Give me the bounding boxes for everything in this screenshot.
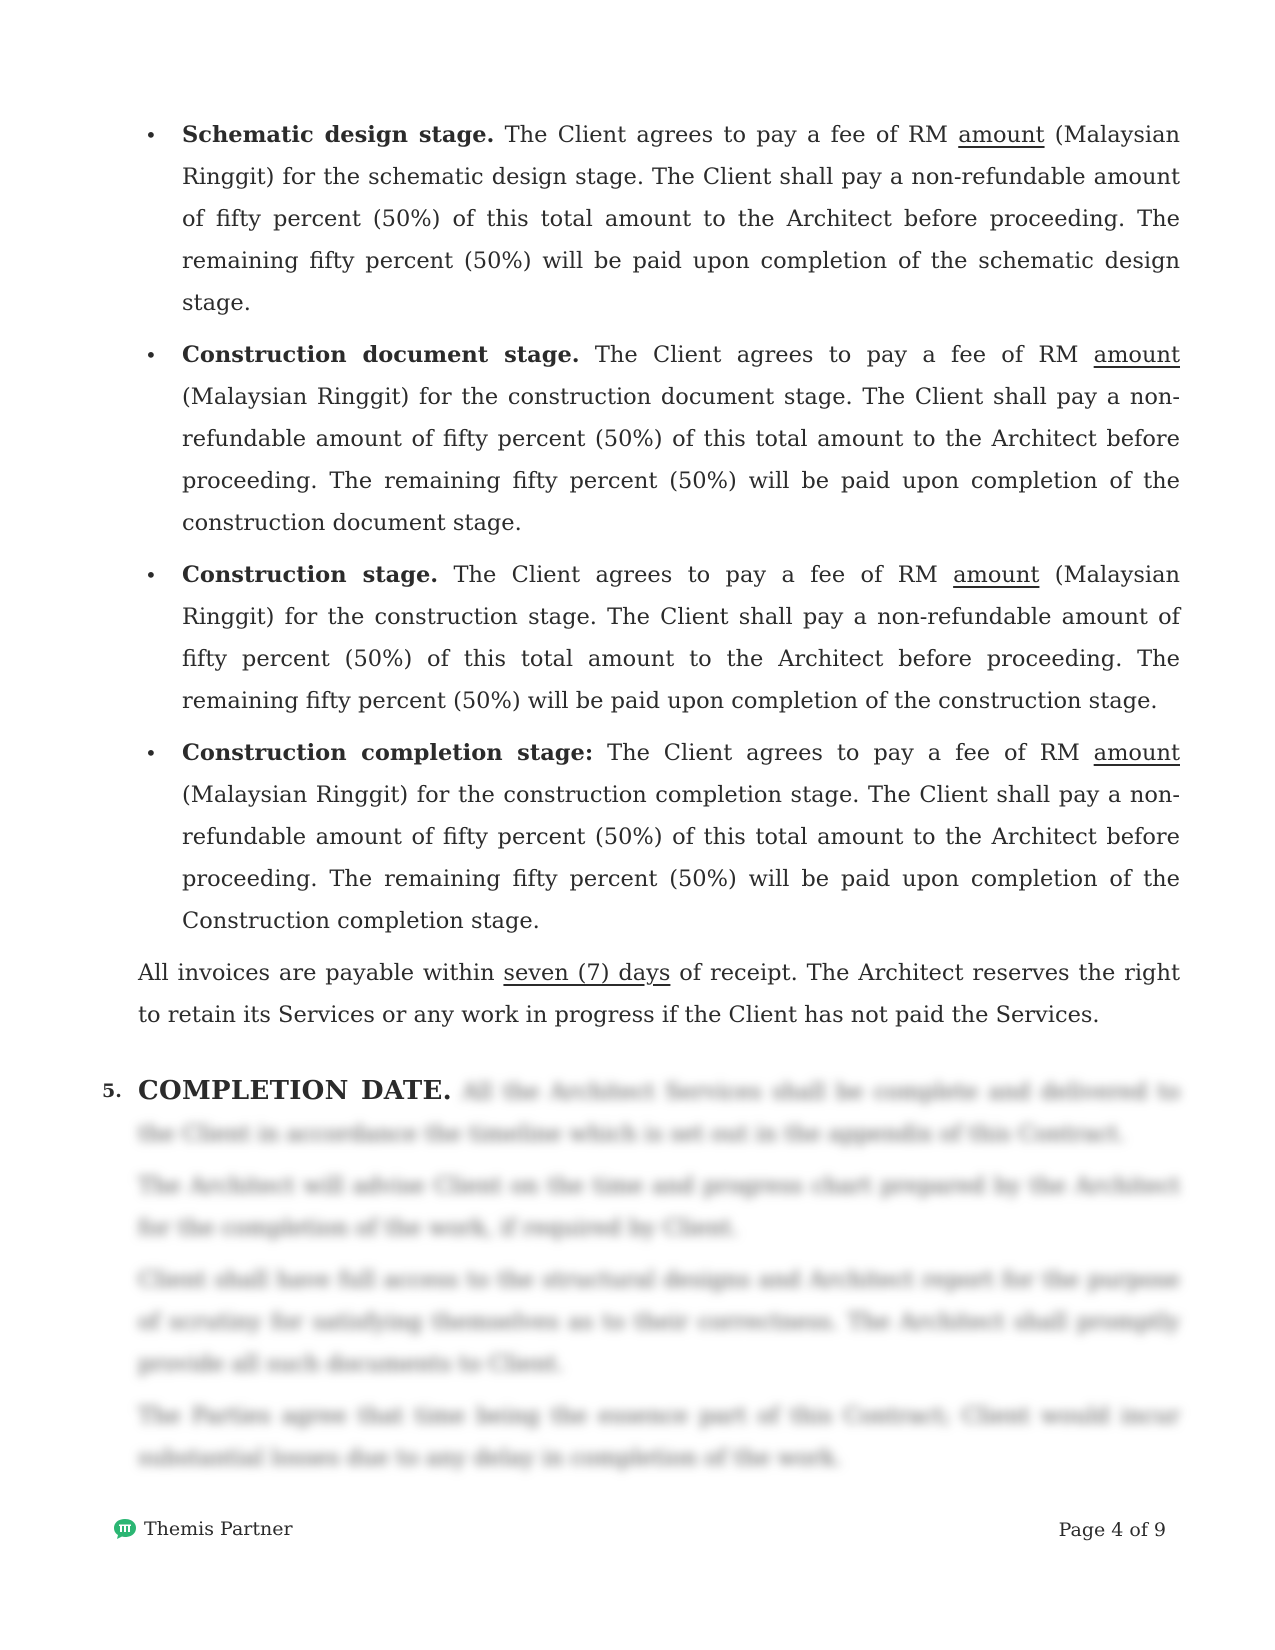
page-footer bbox=[112, 1517, 1166, 1549]
bullet-icon: • bbox=[145, 741, 157, 765]
bullet-icon: • bbox=[145, 123, 157, 147]
section-number: 5. bbox=[102, 1080, 122, 1102]
list-item bbox=[138, 334, 1180, 544]
invoices-paragraph bbox=[138, 952, 1180, 1036]
page-content bbox=[102, 114, 1181, 1489]
section-completion-date bbox=[102, 1070, 1181, 1479]
blurred-text: All the Architect Services shall be complete and delivered to the Client in accordance the timeline which is set out in the appendix of this Contract. bbox=[138, 1079, 1181, 1147]
amount-field[interactable]: amount bbox=[953, 562, 1040, 588]
amount-field[interactable]: amount bbox=[1093, 342, 1180, 368]
themis-logo-icon bbox=[112, 1517, 138, 1541]
list-item bbox=[138, 554, 1180, 722]
invoices-text: of receipt. The Architect reserves the right to retain its Services or any work in progress if the Client has not paid the Services. bbox=[138, 960, 1180, 1028]
payment-term-field[interactable]: seven (7) days bbox=[503, 960, 671, 986]
stage-text: (Malaysian Ringgit) for the construction stage. The Client shall pay a non-refundable amount of fifty percent (50%) of this total amount to the Architect before proceeding. The remaining fifty percent (50%) will be paid upon completion of the construction stage. bbox=[182, 562, 1180, 714]
stage-text: The Client agrees to pay a fee of RM bbox=[607, 740, 1094, 766]
list-item bbox=[138, 114, 1180, 324]
page-number: Page 4 of 9 bbox=[1058, 1519, 1166, 1541]
invoices-text: All invoices are payable within bbox=[138, 960, 504, 986]
stage-title: Construction stage. bbox=[182, 562, 439, 588]
stage-text: The Client agrees to pay a fee of RM bbox=[594, 342, 1094, 368]
section-heading: COMPLETION DATE. bbox=[138, 1076, 452, 1106]
stage-text: (Malaysian Ringgit) for the construction completion stage. The Client shall pay a non-refundable amount of fifty percent (50%) of this total amount to the Architect before proceeding. The remaining fifty percent (50%) will be paid upon completion of the Construction completion stage. bbox=[182, 782, 1180, 934]
brand-logo bbox=[112, 1517, 293, 1541]
stage-text: The Client agrees to pay a fee of RM bbox=[453, 562, 954, 588]
stage-text: (Malaysian Ringgit) for the construction document stage. The Client shall pay a non-refundable amount of fifty percent (50%) of this total amount to the Architect before proceeding. The remaining fifty percent (50%) will be paid upon completion of the construction document stage. bbox=[182, 384, 1180, 536]
brand-name: Themis Partner bbox=[144, 1518, 293, 1540]
stage-text: (Malaysian Ringgit) for the schematic design stage. The Client shall pay a non-refundable amount of fifty percent (50%) of this total amount to the Architect before proceeding. The remaining fifty percent (50%) will be paid upon completion of the schematic design stage. bbox=[182, 122, 1180, 316]
amount-field[interactable]: amount bbox=[1093, 740, 1180, 766]
bullet-icon: • bbox=[145, 343, 157, 367]
blurred-paragraph: The Architect will advise Client on the time and progress chart prepared by the Architect for the completion of the work, if required by Client. bbox=[138, 1173, 1180, 1241]
stage-title: Schematic design stage. bbox=[182, 122, 495, 148]
amount-field[interactable]: amount bbox=[958, 122, 1045, 148]
blurred-paragraph: Client shall have full access to the structural designs and Architect report for the purpose of scrutiny for satisfying themselves as to their correctness. The Architect shall promptly provide all such documents to Client. bbox=[138, 1267, 1180, 1377]
section-first-paragraph bbox=[138, 1070, 1180, 1155]
fee-stages-list bbox=[138, 114, 1180, 942]
bullet-icon: • bbox=[145, 563, 157, 587]
stage-title: Construction completion stage: bbox=[182, 740, 594, 766]
blurred-paragraphs bbox=[138, 1165, 1180, 1479]
list-item bbox=[138, 732, 1180, 942]
stage-text: The Client agrees to pay a fee of RM bbox=[504, 122, 959, 148]
stage-title: Construction document stage. bbox=[182, 342, 580, 368]
blurred-paragraph: The Parties agree that time being the essence part of this Contract; Client would incur substantial losses due to any delay in completion of the work. bbox=[138, 1403, 1180, 1471]
